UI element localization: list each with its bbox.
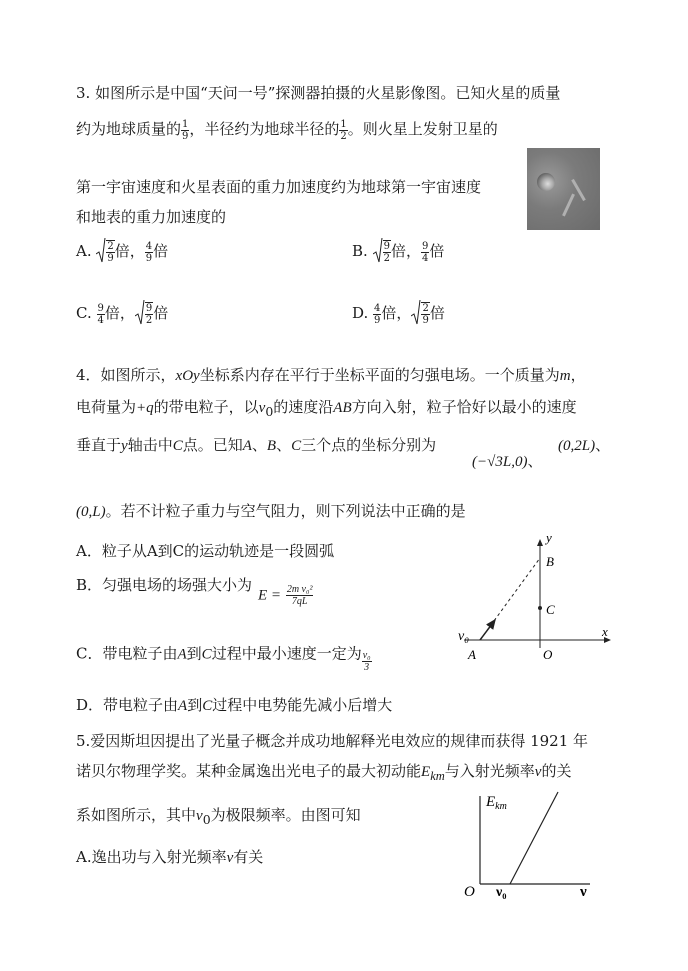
q3-option-b: B. $\frac{9}{2}$ 倍， $\frac{9}{4}$ 倍 xyxy=(352,240,444,264)
label-y: y xyxy=(546,530,552,545)
sqrt-icon: $\frac{9}{2}$ xyxy=(373,240,391,264)
q4-option-a: A．粒子从A到C的运动轨迹是一段圆弧 xyxy=(76,542,335,560)
label-o-q5: O xyxy=(464,884,475,900)
q4-line-3: 垂直于y轴击中C点。已知A、B、C三个点的坐标分别为 xyxy=(76,436,437,454)
q3-option-c: C. $\frac{9}{4}$ 倍， $\frac{9}{2}$ 倍 xyxy=(76,302,168,326)
q4-line-2: 电荷量为+q的带电粒子，以$v_0$的速度沿AB方向入射，粒子恰好以最小的速度 xyxy=(76,398,577,419)
q5-line-1: 5.爱因斯坦因提出了光量子概念并成功地解释光电效应的规律而获得 1921 年 xyxy=(76,732,589,750)
q3-number: 3. xyxy=(76,84,91,102)
label-v0: v₀ xyxy=(458,629,470,644)
q5-option-a: A.逸出功与入射光频率ν有关 xyxy=(76,848,264,866)
q3-line-1: 3. 如图所示是中国“天问一号”探测器拍摄的火星影像图。已知火星的质量 xyxy=(76,84,561,102)
label-nu0: ν₀ xyxy=(496,885,507,900)
label-c: C xyxy=(546,602,555,617)
label-o: O xyxy=(543,647,553,662)
fraction-radius: $\frac{1}{2}$ xyxy=(340,118,347,142)
q4-option-c: C．带电粒子由A到C过程中最小速度一定为 $\frac{\text{v₀}}{3}$ xyxy=(76,644,371,673)
sqrt-icon: $\frac{2}{9}$ xyxy=(411,302,429,326)
q5-line-3: 系如图所示，其中$\nu_0$为极限频率。由图可知 xyxy=(76,806,361,827)
q4-option-b-formula: E = $\frac{\text{2m v₀²}}{7qL}$ xyxy=(258,584,313,607)
q3-line-4: 和地表的重力加速度的 xyxy=(76,208,227,226)
label-b: B xyxy=(546,554,554,569)
q3-line-3: 第一宇宙速度和火星表面的重力加速度约为地球第一宇宙速度 xyxy=(76,178,482,196)
q4-line-1: 4．如图所示，xOy坐标系内存在平行于坐标平面的匀强电场。一个质量为m， xyxy=(76,366,586,384)
mars-image xyxy=(527,148,600,230)
sqrt-icon: $\frac{9}{2}$ xyxy=(135,302,153,326)
q3-option-a: A. $\frac{2}{9}$ 倍， $\frac{4}{9}$ 倍 xyxy=(76,240,168,264)
q3-line-2: 约为地球质量的 $\frac{1}{9}$ ，半径约为地球半径的 $\frac{1}{2}$ 。则火星上发射卫星的 xyxy=(76,118,498,142)
label-nu: ν xyxy=(580,884,587,900)
label-ekm: $E_{km}$ xyxy=(486,794,507,812)
fraction-mass: $\frac{1}{9}$ xyxy=(182,118,189,142)
q4-option-d: D．带电粒子由A到C过程中电势能先减小后增大 xyxy=(76,696,393,714)
q4-option-b: B．匀强电场的场强大小为 xyxy=(76,576,253,594)
point-c xyxy=(538,606,542,610)
mars-crater xyxy=(537,173,555,191)
q4-coords: (−√3L,0)、 xyxy=(472,452,543,470)
sqrt-icon: $\frac{2}{9}$ xyxy=(96,240,114,264)
q5-line-2: 诺贝尔物理学奖。某种金属逸出光电子的最大初动能$E_{km}$与入射光频率ν的关 xyxy=(76,762,572,783)
q3-option-d: D. $\frac{4}{9}$ 倍， $\frac{2}{9}$ 倍 xyxy=(352,302,445,326)
v0-arrow xyxy=(480,620,495,640)
q5-graph xyxy=(460,786,600,901)
q4-line-4: (0,L)。若不计粒子重力与空气阻力，则下列说法中正确的是 xyxy=(76,502,466,520)
q4-diagram xyxy=(450,530,620,665)
ekm-line xyxy=(510,792,558,884)
q4-coords-b: (0,2L)、 xyxy=(558,436,611,454)
label-a: A xyxy=(468,647,476,662)
label-x: x xyxy=(602,624,608,639)
